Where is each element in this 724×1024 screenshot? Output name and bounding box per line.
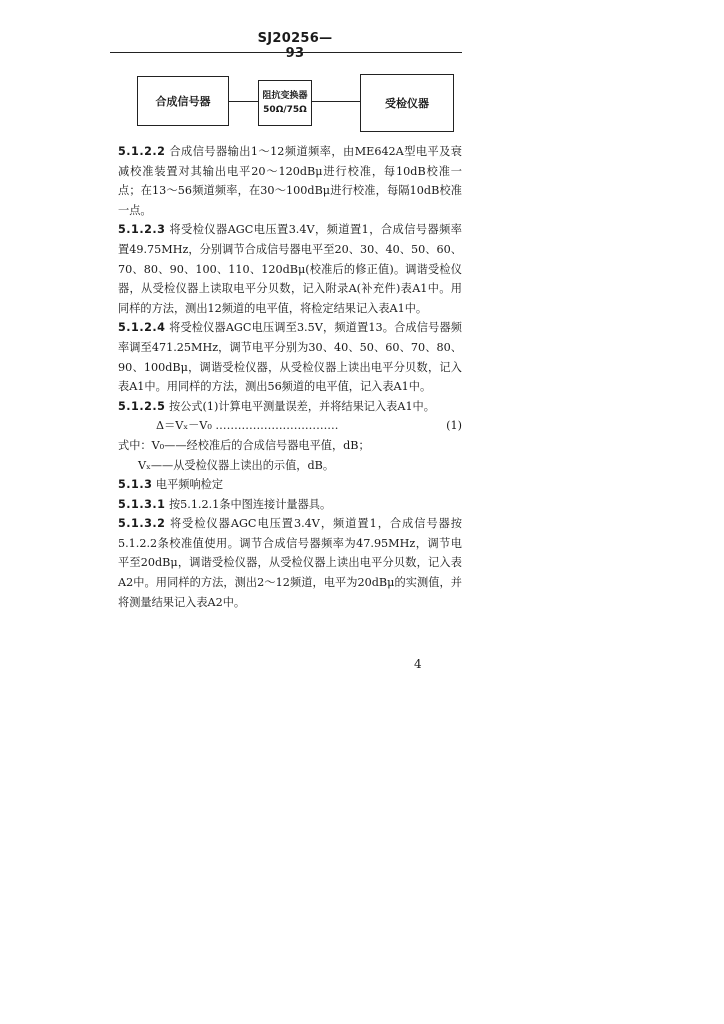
connection-line xyxy=(312,101,360,102)
connection-diagram xyxy=(0,0,724,160)
paragraph-text: 将受检仪器AGC电压置3.4V，频道置1，合成信号器按5.1.2.2条校准值使用。调节合成信号器频率为47.95MHz，调节电平至20dBμ，调谐受检仪器，从受检仪器上读出电平分贝数，记入表A2中。用同样的方法，测出2～12频道，电平为20dBμ的实测值，并将测量结果记入表A2中。 xyxy=(118,517,462,609)
page-number: 4 xyxy=(414,657,422,671)
definition-text: ——从受检仪器上读出的示值，dB。 xyxy=(150,458,335,472)
definition-text: ——经校准后的合成信号器电平值，dB； xyxy=(164,438,370,452)
section-heading xyxy=(118,475,462,495)
synthesized-signal-generator-box: 合成信号器 xyxy=(137,76,229,126)
definition-symbol: Vₓ xyxy=(138,458,151,472)
paragraph xyxy=(118,514,462,612)
formula xyxy=(118,416,462,436)
connection-line xyxy=(229,101,258,102)
paragraph xyxy=(118,397,462,417)
formula-expression: Δ＝Vₓ－V₀ xyxy=(156,419,212,433)
document-body xyxy=(118,142,462,612)
clause-number: 5.1.2.2 xyxy=(118,145,166,158)
clause-number: 5.1.3 xyxy=(118,478,153,492)
paragraph-text: 合成信号器输出1～12频道频率，由ME642A型电平及衰减校准装置对其输出电平20～120dBμ进行校准，每10dB校准一点；在13～56频道频率，在30～100dBμ进行校准，每隔10dB校准一点。 xyxy=(118,145,462,217)
clause-number: 5.1.3.1 xyxy=(118,497,166,511)
definition-symbol: 式中：V₀ xyxy=(118,438,165,452)
paragraph xyxy=(118,318,462,396)
paragraph-text: 将受检仪器AGC电压置3.4V，频道置1，合成信号器频率置49.75MHz，分别调节合成信号器电平至20、30、40、50、60、70、80、90、100、110、120dBμ(校准后的修正值)。调谐受检仪器，从受检仪器上读取电平分贝数，记入附录A(补充件)表A1中。用同样的方法，测出12频道的电平值，将检定结果记入表A1中。 xyxy=(118,223,462,315)
paragraph xyxy=(118,220,462,318)
clause-number: 5.1.2.5 xyxy=(118,399,166,413)
impedance-converter-value: 50Ω/75Ω xyxy=(263,105,307,115)
impedance-converter-label: 阻抗变换器 xyxy=(262,91,308,101)
paragraph-text: 按公式(1)计算电平测量误差，并将结果记入表A1中。 xyxy=(168,399,435,413)
clause-number: 5.1.3.2 xyxy=(118,517,166,531)
paragraph-text: 按5.1.2.1条中图连接计量器具。 xyxy=(168,497,332,511)
document-number: SJ20256—93 xyxy=(257,31,333,61)
paragraph xyxy=(118,495,462,515)
paragraph xyxy=(118,142,462,220)
paragraph-text: 将受检仪器AGC电压调至3.5V，频道置13。合成信号器频率调至471.25MHz，调节电平分别为30、40、50、60、70、80、90、100dBμ，调谐受检仪器，从受检仪器上读出电平分贝数，记入表A1中。用同样的方法，测出56频道的电平值，记入表A1中。 xyxy=(118,321,462,394)
instrument-under-test-box: 受检仪器 xyxy=(360,74,454,132)
equation-number: (1) xyxy=(446,419,462,433)
definition xyxy=(118,456,462,476)
clause-number: 5.1.2.3 xyxy=(118,223,166,237)
clause-number: 5.1.2.4 xyxy=(118,321,166,335)
section-title: 电平频响检定 xyxy=(155,478,224,492)
definition xyxy=(118,436,462,456)
impedance-converter-box xyxy=(258,80,312,126)
formula-leader-dots: …………………………… xyxy=(215,419,339,433)
